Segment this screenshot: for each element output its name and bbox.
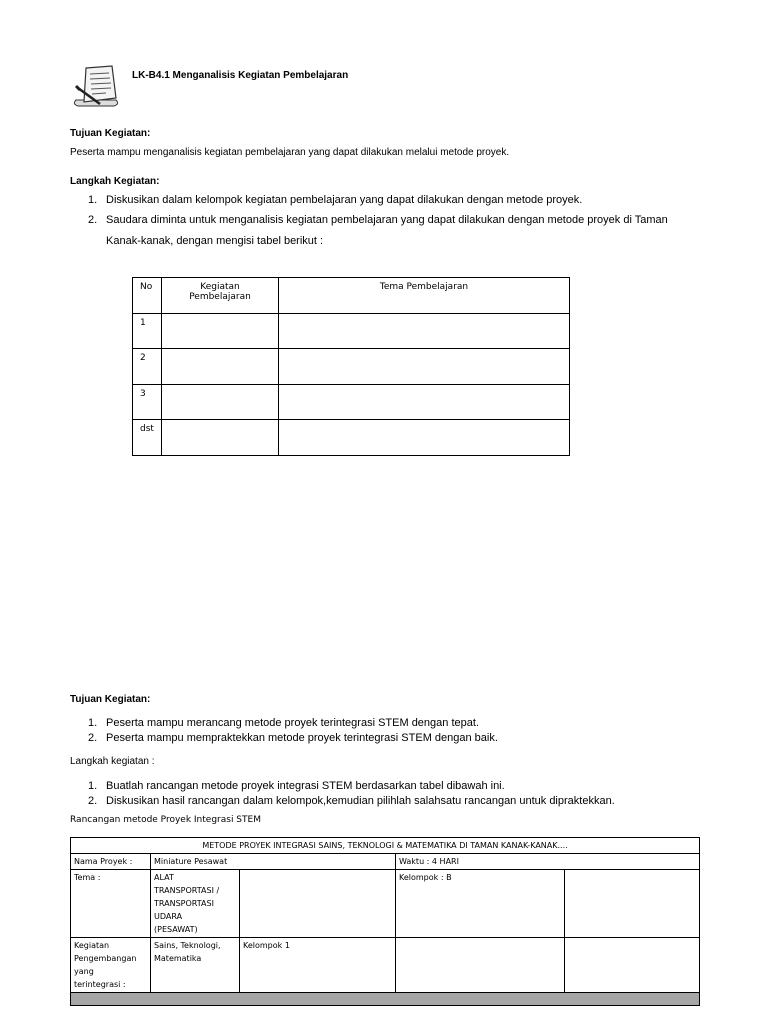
list-item: 1. Peserta mampu merancang metode proyek terintegrasi STEM dengan tepat. bbox=[88, 717, 479, 729]
table-footer-row bbox=[71, 993, 700, 1006]
stem-project-table bbox=[70, 837, 700, 1006]
worksheet-title: LK-B4.1 Menganalisis Kegiatan Pembelajaran bbox=[132, 70, 349, 81]
kegiatan-table bbox=[132, 277, 570, 456]
table-header-row bbox=[133, 278, 570, 314]
table-row bbox=[133, 420, 570, 456]
row-number: 3 bbox=[133, 385, 162, 420]
col-no: No bbox=[133, 278, 162, 314]
tema-cell[interactable] bbox=[279, 314, 570, 349]
list-item: 2. Saudara diminta untuk menganalisis kegiatan pembelajaran yang dapat dilakukan dengan metode proyek di Taman bbox=[88, 214, 668, 226]
tujuan-heading: Tujuan Kegiatan: bbox=[70, 128, 151, 139]
row-number: 2 bbox=[133, 349, 162, 385]
list-item: 2. Diskusikan hasil rancangan dalam kelompok,kemudian pilihlah salahsatu rancangan untuk dipraktekkan. bbox=[88, 795, 615, 807]
langkah-heading: Langkah Kegiatan: bbox=[70, 176, 160, 187]
kegiatan-value: Sains, Teknologi, Matematika bbox=[151, 938, 240, 993]
empty-cell[interactable] bbox=[396, 938, 565, 993]
kegiatan-cell[interactable] bbox=[162, 420, 279, 456]
document-scroll-icon bbox=[70, 64, 126, 108]
tema-cell[interactable] bbox=[279, 349, 570, 385]
tema-label: Tema : bbox=[71, 870, 151, 938]
table-row bbox=[133, 314, 570, 349]
kegiatan-cell[interactable] bbox=[162, 349, 279, 385]
kegiatan-cell[interactable] bbox=[162, 314, 279, 349]
gray-bar bbox=[71, 993, 700, 1006]
empty-cell[interactable] bbox=[565, 938, 700, 993]
col-kegiatan: Kegiatan Pembelajaran bbox=[162, 278, 279, 314]
table-row bbox=[133, 385, 570, 420]
table-row bbox=[71, 854, 700, 870]
list-item: 1. Diskusikan dalam kelompok kegiatan pembelajaran yang dapat dilakukan dengan metode proyek. bbox=[88, 194, 583, 206]
list-item: 2. Peserta mampu mempraktekkan metode proyek terintegrasi STEM dengan baik. bbox=[88, 732, 498, 744]
table-title-row bbox=[71, 838, 700, 854]
langkah-heading-2: Langkah kegiatan : bbox=[70, 756, 155, 767]
list-item: 1. Buatlah rancangan metode proyek integrasi STEM berdasarkan tabel dibawah ini. bbox=[88, 780, 505, 792]
table-row bbox=[71, 938, 700, 993]
table-caption: Rancangan metode Proyek Integrasi STEM bbox=[70, 815, 261, 825]
tujuan-heading-2: Tujuan Kegiatan: bbox=[70, 694, 151, 705]
empty-cell[interactable] bbox=[565, 870, 700, 938]
kegiatan-label: Kegiatan Pengembangan yang terintegrasi : bbox=[71, 938, 151, 993]
waktu-cell: Waktu : 4 HARI bbox=[396, 854, 700, 870]
empty-cell[interactable] bbox=[240, 870, 396, 938]
table-row bbox=[71, 870, 700, 938]
table-row bbox=[133, 349, 570, 385]
tema-cell[interactable] bbox=[279, 420, 570, 456]
kelompok-cell: Kelompok : B bbox=[396, 870, 565, 938]
kegiatan-cell[interactable] bbox=[162, 385, 279, 420]
table-title: METODE PROYEK INTEGRASI SAINS, TEKNOLOGI & MATEMATIKA DI TAMAN KANAK-KANAK.... bbox=[71, 838, 700, 854]
col-tema: Tema Pembelajaran bbox=[279, 278, 570, 314]
row-number: dst bbox=[133, 420, 162, 456]
nama-proyek-label: Nama Proyek : bbox=[71, 854, 151, 870]
nama-proyek-value: Miniature Pesawat bbox=[151, 854, 396, 870]
tema-cell[interactable] bbox=[279, 385, 570, 420]
tema-value: ALAT TRANSPORTASI / TRANSPORTASI UDARA (PESAWAT) bbox=[151, 870, 240, 938]
list-item-continuation: Kanak-kanak, dengan mengisi tabel berikut : bbox=[106, 235, 324, 247]
tujuan-text: Peserta mampu menganalisis kegiatan pembelajaran yang dapat dilakukan melalui metode proyek. bbox=[70, 147, 510, 158]
row-number: 1 bbox=[133, 314, 162, 349]
kelompok1-cell: Kelompok 1 bbox=[240, 938, 396, 993]
